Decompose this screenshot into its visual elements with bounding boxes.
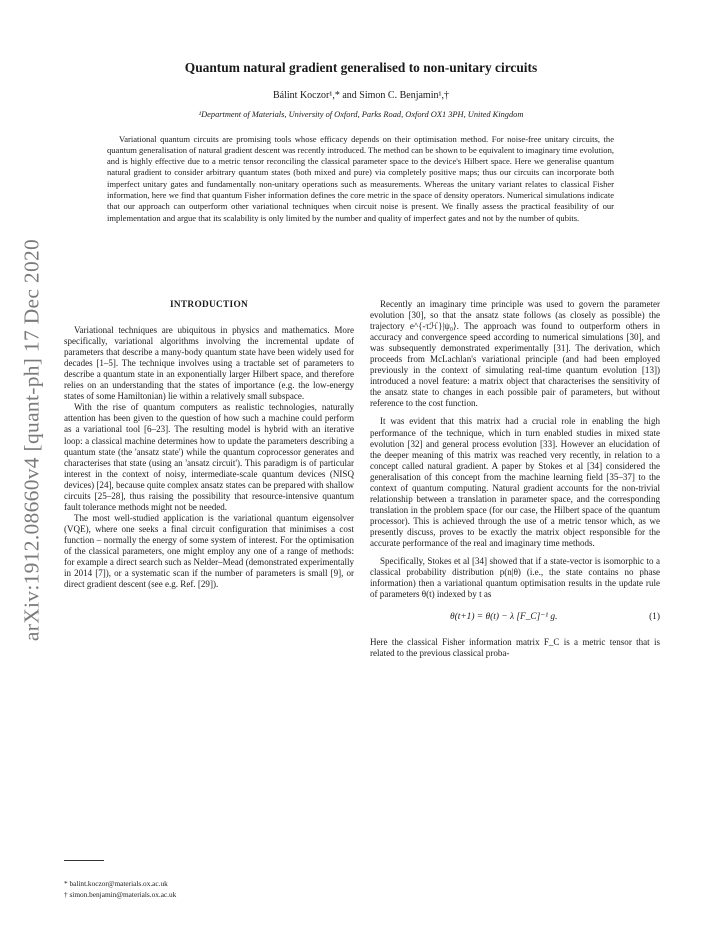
paragraph: Specifically, Stokes et al [34] showed that if a state-vector is isomorphic to a classical probability distribution p(n|θ) (i.e., the state contains no phase information) then a variational quantum optimisation results in the update rule of parameters θ(t) indexed by t as — [370, 556, 660, 600]
abstract: Variational quantum circuits are promising tools whose efficacy depends on their optimisation method. For noise-free unitary circuits, the quantum generalisation of natural gradient descent was recently introduced. The method can be shown to be equivalent to imaginary time evolution, and is highly effective due to a metric tensor reconciling the classical parameter space to the device's Hilbert space. Here we generalise quantum natural gradient to consider arbitrary quantum states (both mixed and pure) via completely positive maps; thus our circuits can incorporate both imperfect unitary gates and fundamentally non-unitary operations such as measurements. Whereas the unitary variant relates to classical Fisher information, here we find that quantum Fisher information defines the core metric in the space of density operators. Numerical simulations indicate that our approach can outperform other variational techniques when circuit noise is present. We finally assess the practical feasibility of our implementation and argue that its scalability is only limited by the number and quality of imperfect gates and not by the number of qubits. — [107, 133, 614, 223]
right-column — [370, 299, 660, 659]
affiliation: ¹Department of Materials, University of Oxford, Parks Road, Oxford OX1 3PH, United Kingdom — [198, 110, 524, 119]
paragraph: Variational techniques are ubiquitous in physics and mathematics. More specifically, variational algorithms involving the incremental update of parameters that describe a many-body quantum state have been widely used for decades [1–5]. The technique involves using a tractable set of parameters to describe a quantum state in an exponentially larger Hilbert space, and therefore relies on an understanding that the states of importance (e.g. the low-energy states of some Hamiltonian) lie within a relatively small subspace. — [64, 325, 354, 402]
paper-title: Quantum natural gradient generalised to non-unitary circuits — [184, 60, 538, 75]
paragraph: Here the classical Fisher information matrix F_C is a metric tensor that is related to the previous classical proba- — [370, 637, 660, 659]
footnote-rule — [64, 860, 104, 861]
author-list: Bálint Koczor¹,* and Simon C. Benjamin¹,† — [273, 90, 449, 101]
arxiv-watermark — [12, 230, 52, 650]
footnotes — [64, 879, 354, 900]
arxiv-id: arXiv:1912.08660v4 [quant-ph] 17 Dec 2020 — [19, 238, 44, 642]
equation-body: θ(t+1) = θ(t) − λ [F_C]⁻¹ g. — [450, 612, 558, 623]
equation — [370, 612, 660, 626]
section-title: INTRODUCTION — [170, 300, 248, 310]
footnote: † simon.benjamin@materials.ox.ac.uk — [64, 889, 177, 899]
paragraph: The most well-studied application is the variational quantum eigensolver (VQE), where one seeks a final circuit configuration that minimises a cost function – normally the energy of some system of interest. For the optimisation of the classical parameters, one might employ any one of a range of methods: for example a direct search such as Nelder–Mead (demonstrated experimentally in 2014 [7]), or a systematic scan if the number of parameters is small [9], or direct gradient descent (see e.g. Ref. [29]). — [64, 512, 354, 590]
paragraph: It was evident that this matrix had a crucial role in enabling the high performance of the technique, which in turn enabled studies in mixed state evolution [32] and general process evolution [33]. However an elucidation of the deeper meaning of this matrix was reached very recently, in relation to a concept called natural gradient. A paper by Stokes et al [34] considered the generalisation of this concept from the machine learning field [35–37] to the context of quantum computing. Natural gradient accounts for the non-trivial relationship between a translation in parameter space, and the corresponding translation in the problem space (for our case, the Hilbert space of the quantum processor). This is achieved through the use of a metric tensor which, as we presently discuss, proves to be exactly the matrix object responsible for the accurate performance of the real and imaginary time methods. — [370, 416, 660, 548]
paragraph: With the rise of quantum computers as realistic technologies, naturally attention has been given to the question of how such a machine could perform as a variational tool [6–23]. The resulting model is hybrid with an iterative loop: a classical machine determines how to update the parameters describing a quantum state (the 'ansatz state') while the quantum coprocessor generates and characterises that state (using an 'ansatz circuit'). This paradigm is of particular interest in the context of noisy, intermediate-scale quantum devices (NISQ devices) [24], because quite complex ansatz states can be prepared with shallow circuits [25–28], thus raising the possibility that resource-intensive quantum fault tolerance methods might not be needed. — [64, 402, 354, 512]
paragraph: Recently an imaginary time principle was used to govern the parameter evolution [30], so that the ansatz state follows (as closely as possible) the trajectory e^{-τℋ}|ψ₀⟩. The approach was found to outperform others in accuracy and convergence speed according to numerical simulations [30], and was subsequently demonstrated experimentally [31]. The derivation, which proceeds from McLachlan's variational principle (and had been employed previously in the context of simulating real-time quantum evolution [13]) introduced a novel feature: a matrix object that characterises the sensitivity of the ansatz state to changes in each possible pair of parameters, but without reference to the cost function. — [370, 299, 660, 409]
equation-number: (1) — [649, 612, 660, 623]
footnote: * balint.koczor@materials.ox.ac.uk — [64, 879, 168, 888]
left-column — [64, 296, 354, 590]
